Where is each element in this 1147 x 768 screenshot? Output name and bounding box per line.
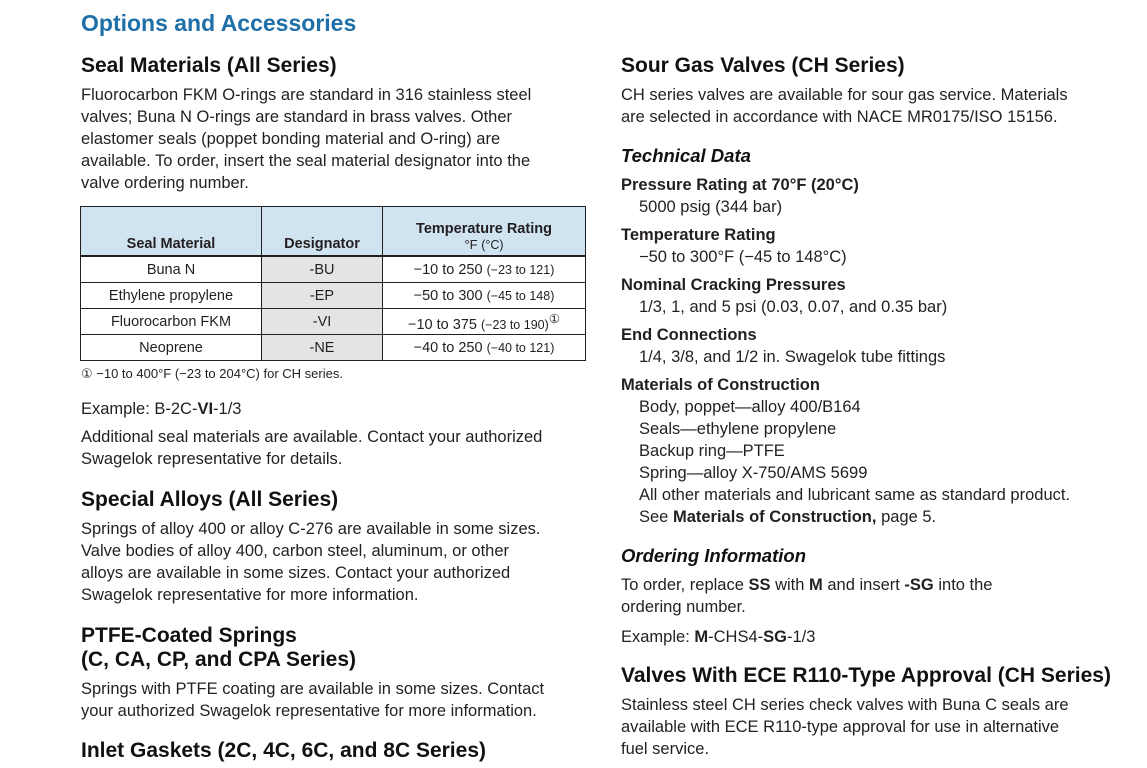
unit-f: °F bbox=[464, 237, 478, 252]
ece-approval-text bbox=[621, 694, 1136, 760]
end-connections-value: 1/4, 3/8, and 1/2 in. Swagelok tube fittings bbox=[639, 348, 946, 366]
col-header-seal-material: Seal Material bbox=[81, 207, 262, 257]
materials-reference bbox=[621, 506, 1136, 528]
material-item: All other materials and lubricant same as standard product. bbox=[639, 486, 1071, 504]
text-fragment: -CHS4- bbox=[708, 628, 764, 646]
ptfe-heading-line: (C, CA, CP, and CPA Series) bbox=[81, 648, 357, 671]
text-line: valves; Buna N O-rings are standard in brass valves. Other bbox=[81, 108, 513, 126]
temp-c: (−45 to 148) bbox=[486, 288, 555, 303]
ece-approval-heading: Valves With ECE R110-Type Approval (CH Series) bbox=[621, 664, 1111, 687]
page-title: Options and Accessories bbox=[81, 10, 357, 36]
text-line: Additional seal materials are available. Contact your authorized bbox=[81, 428, 543, 446]
ordering-info-text bbox=[621, 574, 1136, 618]
bold-fragment: M bbox=[809, 576, 823, 594]
seal-materials-heading: Seal Materials (All Series) bbox=[81, 54, 337, 77]
inlet-gaskets-heading: Inlet Gaskets (2C, 4C, 6C, and 8C Series) bbox=[81, 739, 486, 762]
seal-material-table bbox=[80, 206, 586, 361]
col-header-designator: Designator bbox=[262, 207, 383, 257]
text-line: Fluorocarbon FKM O-rings are standard in 316 stainless steel bbox=[81, 86, 532, 104]
cell-designator: -BU bbox=[262, 256, 383, 283]
cell-material: Neoprene bbox=[81, 335, 262, 361]
seal-materials-intro bbox=[81, 84, 591, 194]
cell-temperature bbox=[383, 283, 586, 309]
text-fragment: into the bbox=[933, 576, 993, 594]
table-row bbox=[81, 335, 586, 361]
seal-additional bbox=[81, 426, 591, 470]
temp-f: −10 to 375 bbox=[408, 316, 477, 333]
temp-c: (−40 to 121) bbox=[486, 340, 555, 355]
material-item: Backup ring—PTFE bbox=[639, 442, 785, 460]
material-item: Spring—alloy X-750/AMS 5699 bbox=[639, 464, 868, 482]
text-fragment: To order, replace bbox=[621, 576, 749, 594]
cell-designator: -NE bbox=[262, 335, 383, 361]
table-row bbox=[81, 256, 586, 283]
cell-designator: -VI bbox=[262, 309, 383, 335]
table-header-row bbox=[81, 207, 586, 257]
text-line: Stainless steel CH series check valves with Buna C seals are bbox=[621, 696, 1069, 714]
bold-fragment: SG bbox=[763, 628, 787, 646]
cracking-pressures-value: 1/3, 1, and 5 psi (0.03, 0.07, and 0.35 bar) bbox=[639, 298, 948, 316]
text-line: Swagelok representative for details. bbox=[81, 450, 343, 468]
cell-designator: -EP bbox=[262, 283, 383, 309]
cell-material: Buna N bbox=[81, 256, 262, 283]
footnote-marker: ① bbox=[548, 311, 560, 326]
temperature-heading: Temperature Rating bbox=[416, 221, 552, 237]
cell-temperature bbox=[383, 256, 586, 283]
text-line: available with ECE R110-type approval for use in alternative bbox=[621, 718, 1060, 736]
cell-material: Fluorocarbon FKM bbox=[81, 309, 262, 335]
temperature-units bbox=[383, 237, 585, 252]
text-line: CH series valves are available for sour gas service. Materials bbox=[621, 86, 1068, 104]
text-line: your authorized Swagelok representative for more information. bbox=[81, 702, 537, 720]
materials-label: Materials of Construction bbox=[621, 376, 820, 394]
cell-temperature bbox=[383, 335, 586, 361]
ordering-example bbox=[621, 626, 1136, 648]
example-suffix: -1/3 bbox=[213, 400, 242, 418]
ptfe-springs-text bbox=[81, 678, 591, 722]
see-prefix: See bbox=[639, 508, 673, 526]
bold-fragment: -SG bbox=[904, 576, 934, 594]
see-link: Materials of Construction, bbox=[672, 508, 877, 526]
text-line: Springs with PTFE coating are available in some sizes. Contact bbox=[81, 680, 545, 698]
table-row bbox=[81, 309, 586, 335]
cell-material: Ethylene propylene bbox=[81, 283, 262, 309]
text-line: Valve bodies of alloy 400, carbon steel, aluminum, or other bbox=[81, 542, 510, 560]
text-line: are selected in accordance with NACE MR0175/ISO 15156. bbox=[621, 108, 1058, 126]
table-footnote: ① −10 to 400°F (−23 to 204°C) for CH series. bbox=[81, 366, 343, 381]
material-item: Body, poppet—alloy 400/B164 bbox=[639, 398, 861, 416]
text-line bbox=[621, 574, 1136, 596]
text-line: available. To order, insert the seal material designator into the bbox=[81, 152, 531, 170]
temperature-rating-value: −50 to 300°F (−45 to 148°C) bbox=[639, 248, 847, 266]
technical-data-block bbox=[621, 174, 1136, 528]
text-line: ordering number. bbox=[621, 598, 746, 616]
text-line: Swagelok representative for more information. bbox=[81, 586, 419, 604]
cell-temperature bbox=[383, 309, 586, 335]
text-fragment: Example: bbox=[621, 628, 695, 646]
example-prefix: Example: B-2C- bbox=[81, 400, 198, 418]
material-item: Seals—ethylene propylene bbox=[639, 420, 837, 438]
special-alloys-heading: Special Alloys (All Series) bbox=[81, 488, 339, 511]
text-line: elastomer seals (poppet bonding material and O-ring) are bbox=[81, 130, 501, 148]
sour-gas-heading: Sour Gas Valves (CH Series) bbox=[621, 54, 905, 77]
temperature-rating-label: Temperature Rating bbox=[621, 226, 776, 244]
text-fragment: -1/3 bbox=[786, 628, 816, 646]
text-line: alloys are available in some sizes. Contact your authorized bbox=[81, 564, 511, 582]
text-line: fuel service. bbox=[621, 740, 710, 758]
text-fragment: and insert bbox=[822, 576, 905, 594]
end-connections-label: End Connections bbox=[621, 326, 757, 344]
unit-c: (°C) bbox=[481, 238, 504, 252]
text-fragment: with bbox=[770, 576, 810, 594]
seal-example bbox=[81, 398, 591, 420]
technical-data-heading: Technical Data bbox=[621, 145, 751, 166]
special-alloys-text bbox=[81, 518, 591, 606]
temp-c: (−23 to 190) bbox=[481, 317, 549, 332]
cracking-pressures-label: Nominal Cracking Pressures bbox=[621, 276, 846, 294]
col-header-temperature bbox=[383, 207, 586, 257]
temp-f: −10 to 250 bbox=[413, 261, 483, 278]
temp-c: (−23 to 121) bbox=[486, 262, 555, 277]
see-suffix: page 5. bbox=[876, 508, 937, 526]
ptfe-springs-heading bbox=[81, 624, 591, 672]
sour-gas-text bbox=[621, 84, 1136, 128]
bold-fragment: SS bbox=[748, 576, 771, 594]
bold-fragment: M bbox=[694, 628, 709, 646]
example-designator: VI bbox=[197, 400, 214, 418]
ptfe-heading-line: PTFE-Coated Springs bbox=[81, 624, 297, 647]
temp-f: −50 to 300 bbox=[413, 287, 483, 304]
ordering-info-heading: Ordering Information bbox=[621, 545, 806, 566]
temp-f: −40 to 250 bbox=[413, 339, 483, 356]
pressure-rating-value: 5000 psig (344 bar) bbox=[639, 198, 783, 216]
text-line: valve ordering number. bbox=[81, 174, 249, 192]
table-row bbox=[81, 283, 586, 309]
text-line: Springs of alloy 400 or alloy C-276 are available in some sizes. bbox=[81, 520, 541, 538]
pressure-rating-label: Pressure Rating at 70°F (20°C) bbox=[621, 176, 859, 194]
